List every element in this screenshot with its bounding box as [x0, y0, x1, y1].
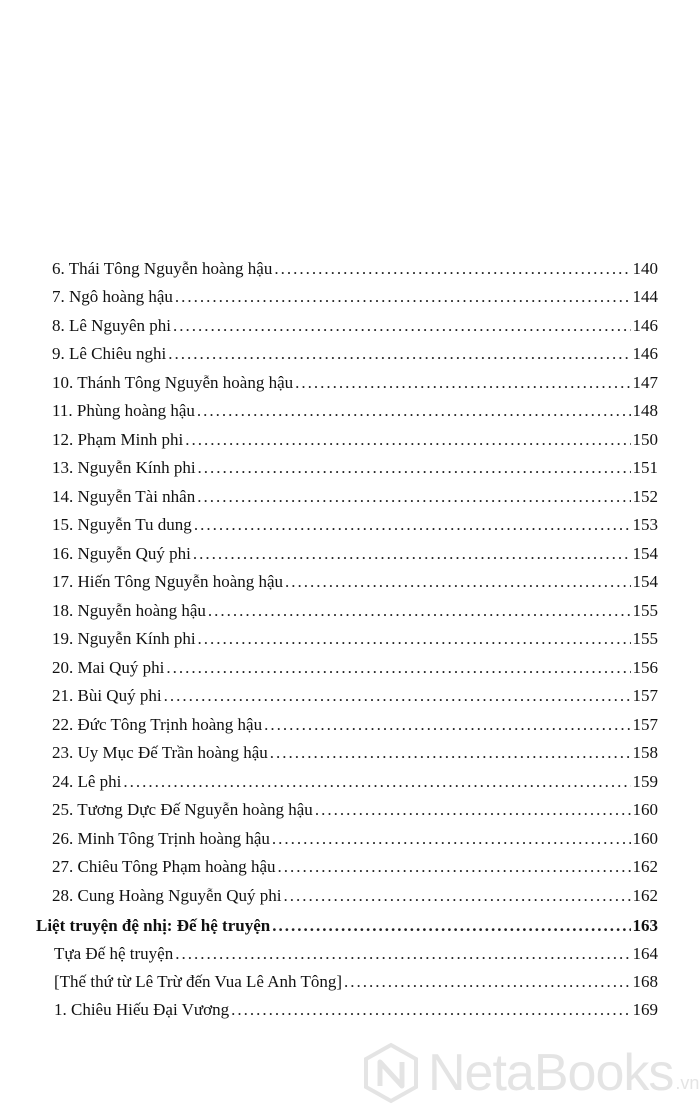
toc-entry-page: 160: [632, 829, 658, 848]
toc-entry: [52, 511, 658, 539]
toc-entry: [52, 340, 658, 368]
toc-entry-page: 154: [632, 544, 658, 563]
toc-entry: [52, 853, 658, 881]
toc-entry-label: 28. Cung Hoàng Nguyễn Quý phi: [52, 886, 282, 905]
toc-entry-label: 7. Ngô hoàng hậu: [52, 287, 173, 306]
toc-entry-label: 25. Tương Dực Đế Nguyễn hoàng hậu: [52, 800, 313, 819]
toc-entry: [52, 483, 658, 511]
leader-dots: [272, 825, 631, 853]
toc-entry: [52, 625, 658, 653]
toc-entry-label: 9. Lê Chiêu nghi: [52, 344, 167, 363]
watermark-brand: NetaBooks: [428, 1044, 674, 1102]
toc-entry: [52, 825, 658, 853]
netabooks-watermark: [360, 1038, 699, 1108]
leader-dots: [164, 682, 631, 710]
toc-entry-label: 22. Đức Tông Trịnh hoàng hậu: [52, 715, 263, 734]
toc-sub-entry: [54, 996, 658, 1024]
toc-entry-label: 16. Nguyễn Quý phi: [52, 544, 191, 563]
toc-entry-page: 169: [632, 1000, 658, 1019]
toc-entry-page: 154: [632, 572, 658, 591]
toc-entry-label: 24. Lê phi: [52, 772, 122, 791]
toc-entry-label: 13. Nguyễn Kính phi: [52, 458, 196, 477]
toc-entry-page: 148: [632, 401, 658, 420]
toc-entry: [52, 682, 658, 710]
toc-entry: [52, 739, 658, 767]
toc-entry: [52, 397, 658, 425]
leader-dots: [197, 397, 631, 425]
leader-dots: [193, 540, 631, 568]
toc-entry: [52, 540, 658, 568]
toc-entry-page: 140: [632, 259, 658, 278]
leader-dots: [166, 654, 630, 682]
toc-entry-label: 1. Chiêu Hiếu Đại Vương: [54, 1000, 230, 1019]
toc-entry: [52, 711, 658, 739]
toc-entry: [52, 312, 658, 340]
leader-dots: [194, 511, 631, 539]
toc-entry: [52, 768, 658, 796]
toc-sub-entry: [54, 940, 658, 968]
toc-entry-page: 160: [632, 800, 658, 819]
toc-sub-entry: [54, 968, 658, 996]
toc-entry-page: 164: [632, 944, 658, 963]
toc-entry-page: 150: [632, 430, 658, 449]
toc-entry-page: 156: [632, 658, 658, 677]
leader-dots: [175, 283, 631, 311]
toc-entry-label: 21. Bùi Quý phi: [52, 686, 162, 705]
toc-entry: [52, 283, 658, 311]
toc-entry-page: 152: [632, 487, 658, 506]
toc-entry-label: 18. Nguyễn hoàng hậu: [52, 601, 206, 620]
leader-dots: [197, 483, 630, 511]
toc-entry-label: 10. Thánh Tông Nguyễn hoàng hậu: [52, 373, 294, 392]
toc-entry: [52, 796, 658, 824]
toc-section-page: 163: [632, 916, 658, 935]
toc-entry-label: 23. Uy Mục Đế Trần hoàng hậu: [52, 743, 268, 762]
leader-dots: [123, 768, 630, 796]
leader-dots: [295, 369, 630, 397]
toc-entry-page: 147: [632, 373, 658, 392]
toc-entry-page: 159: [632, 772, 658, 791]
toc-entry-page: 162: [632, 886, 658, 905]
toc-entry: [52, 654, 658, 682]
toc-entry-page: 158: [632, 743, 658, 762]
leader-dots: [283, 882, 630, 910]
toc-entry: [52, 882, 658, 910]
netabooks-logo-icon: [360, 1042, 422, 1104]
toc-entry-label: Tựa Đế hệ truyện: [54, 944, 174, 963]
leader-dots: [285, 568, 630, 596]
toc-entry: [52, 568, 658, 596]
leader-dots: [272, 912, 630, 940]
toc-entry-label: [Thế thứ từ Lê Trừ đến Vua Lê Anh Tông]: [54, 972, 343, 991]
leader-dots: [231, 996, 630, 1024]
toc-entry-label: 15. Nguyễn Tu dung: [52, 515, 192, 534]
leader-dots: [168, 340, 630, 368]
toc-entry: [52, 597, 658, 625]
leader-dots: [270, 739, 631, 767]
toc-entry-page: 151: [632, 458, 658, 477]
leader-dots: [264, 711, 630, 739]
toc-entry-label: 12. Phạm Minh phi: [52, 430, 184, 449]
toc-entry-page: 155: [632, 629, 658, 648]
toc-entry: [52, 454, 658, 482]
toc-entry: [52, 369, 658, 397]
toc-entry-page: 144: [632, 287, 658, 306]
leader-dots: [315, 796, 631, 824]
toc-entry-page: 157: [632, 715, 658, 734]
toc-entry-page: 146: [632, 344, 658, 363]
toc-entry-label: 26. Minh Tông Trịnh hoàng hậu: [52, 829, 270, 848]
leader-dots: [344, 968, 630, 996]
leader-dots: [175, 940, 630, 968]
toc-entry-page: 162: [632, 857, 658, 876]
toc-entry-page: 146: [632, 316, 658, 335]
toc-entry-label: 27. Chiêu Tông Phạm hoàng hậu: [52, 857, 276, 876]
leader-dots: [274, 255, 630, 283]
leader-dots: [198, 454, 631, 482]
toc-entry-label: 6. Thái Tông Nguyễn hoàng hậu: [52, 259, 273, 278]
toc-entry-label: 17. Hiến Tông Nguyễn hoàng hậu: [52, 572, 284, 591]
toc-entry-page: 153: [632, 515, 658, 534]
leader-dots: [198, 625, 631, 653]
leader-dots: [173, 312, 631, 340]
toc-entry-page: 157: [632, 686, 658, 705]
toc-section-label: Liệt truyện đệ nhị: Đế hệ truyện: [36, 916, 271, 935]
toc-entry-page: 168: [632, 972, 658, 991]
toc-entry-label: 20. Mai Quý phi: [52, 658, 165, 677]
leader-dots: [208, 597, 631, 625]
toc-entry-label: 8. Lê Nguyên phi: [52, 316, 171, 335]
toc-entry-page: 155: [632, 601, 658, 620]
toc-entry-label: 11. Phùng hoàng hậu: [52, 401, 195, 420]
toc-section-heading: [36, 912, 658, 940]
toc-entry-label: 19. Nguyễn Kính phi: [52, 629, 196, 648]
leader-dots: [278, 853, 631, 881]
watermark-suffix: .vn: [675, 1073, 700, 1093]
toc-entry: [52, 255, 658, 283]
toc-entry: [52, 426, 658, 454]
toc-entry-label: 14. Nguyễn Tài nhân: [52, 487, 196, 506]
leader-dots: [185, 426, 630, 454]
